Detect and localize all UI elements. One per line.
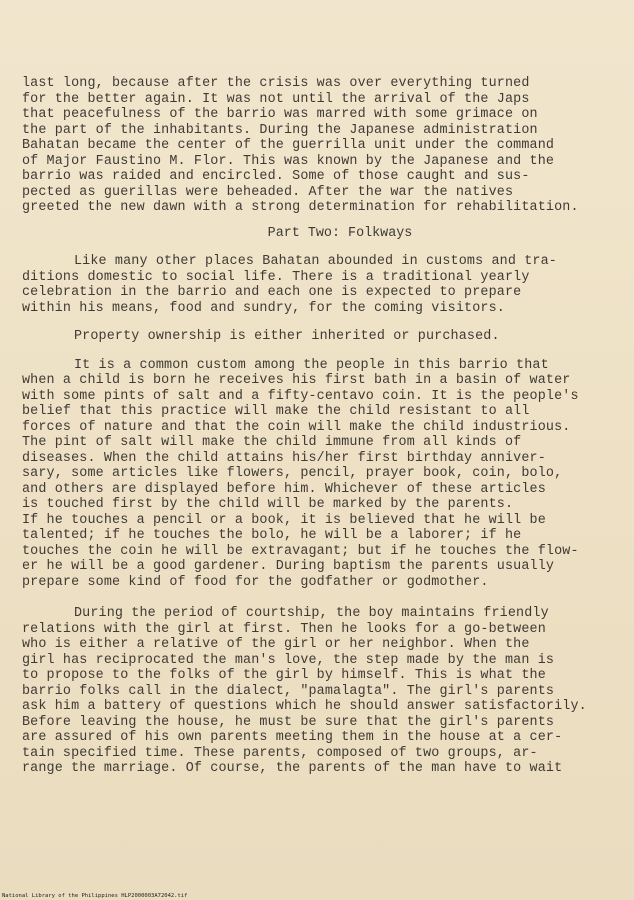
- text-line: for the better again. It was not until the arrival of the Japs: [22, 91, 530, 107]
- paragraph-history: [22, 76, 618, 216]
- text-line: During the period of courtship, the boy maintains friendly: [74, 606, 549, 621]
- text-line: If he touches a pencil or a book, it is believed that he will be: [22, 512, 546, 528]
- text-line: Before leaving the house, he must be sure that the girl's parents: [22, 714, 555, 730]
- text-line: with some pints of salt and a fifty-centavo coin. It is the people's: [22, 388, 579, 404]
- paragraph-customs: [22, 254, 618, 316]
- text-line: Like many other places Bahatan abounded in customs and tra-: [74, 254, 557, 269]
- document-body: [22, 76, 618, 777]
- text-line: within his means, food and sundry, for the coming visitors.: [22, 300, 505, 316]
- text-line: when a child is born he receives his first bath in a basin of water: [22, 373, 571, 388]
- text-line: touches the coin he will be extravagant; but if he touches the flow-: [22, 543, 579, 559]
- text-line: relations with the girl at first. Then he looks for a go-between: [22, 621, 546, 637]
- paragraph-gap: [22, 590, 618, 606]
- paragraph-property: [22, 329, 618, 345]
- text-line: and others are displayed before him. Whichever of these articles: [22, 481, 546, 497]
- text-line: tain specified time. These parents, composed of two groups, ar-: [22, 745, 538, 761]
- text-line: greeted the new dawn with a strong determination for rehabilitation.: [22, 200, 579, 215]
- text-line: girl has reciprocated the man's love, the step made by the man is: [22, 652, 555, 668]
- text-line: talented; if he touches the bolo, he will be a laborer; if he: [22, 528, 522, 543]
- paragraph-gap: [22, 316, 618, 329]
- text-line: celebration in the barrio and each one is expected to prepare: [22, 285, 522, 300]
- text-line: barrio folks call in the dialect, "pamalagta". The girl's parents: [22, 683, 555, 699]
- text-line: er he will be a good gardener. During baptism the parents usually: [22, 559, 555, 574]
- text-line: forces of nature and that the coin will make the child industrious.: [22, 419, 571, 435]
- text-line: that peacefulness of the barrio was marred with some grimace on: [22, 107, 538, 122]
- text-line: The pint of salt will make the child immune from all kinds of: [22, 435, 522, 450]
- text-line: ditions domestic to social life. There is a traditional yearly: [22, 269, 530, 285]
- section-heading: Part Two: Folkways: [267, 225, 413, 241]
- text-line: prepare some kind of food for the godfather or godmother.: [22, 574, 489, 590]
- text-line: are assured of his own parents meeting them in the house at a cer-: [22, 730, 563, 745]
- paragraph-courtship: [22, 606, 618, 777]
- text-line: belief that this practice will make the child resistant to all: [22, 404, 530, 419]
- text-line: ask him a battery of questions which he should answer satisfactorily.: [22, 699, 587, 714]
- paragraph-gap: [22, 345, 618, 358]
- text-line: the part of the inhabitants. During the Japanese administration: [22, 122, 538, 138]
- text-line: It is a common custom among the people in this barrio that: [74, 357, 549, 373]
- text-line: last long, because after the crisis was over everything turned: [22, 76, 530, 91]
- text-line: to propose to the folks of the girl by himself. This is what the: [22, 668, 546, 683]
- text-line: pected as guerillas were beheaded. After the war the natives: [22, 184, 514, 200]
- text-line: of Major Faustino M. Flor. This was known by the Japanese and the: [22, 153, 555, 169]
- paragraph-birth-customs: [22, 358, 618, 591]
- text-line: range the marriage. Of course, the parents of the man have to wait: [22, 761, 563, 776]
- text-line: Bahatan became the center of the guerrilla unit under the command: [22, 138, 555, 153]
- text-line: sary, some articles like flowers, pencil, prayer book, coin, bolo,: [22, 466, 563, 481]
- scan-footer-label: National Library of the Philippines HLP2000003A72042.tif: [2, 893, 188, 899]
- text-line: diseases. When the child attains his/her first birthday anniver-: [22, 450, 546, 466]
- text-line: who is either a relative of the girl or her neighbor. When the: [22, 637, 530, 652]
- text-line: is touched first by the child will be marked by the parents.: [22, 497, 514, 512]
- text-line: barrio was raided and encircled. Some of those caught and sus-: [22, 169, 530, 184]
- text-line: Property ownership is either inherited or purchased.: [74, 329, 500, 344]
